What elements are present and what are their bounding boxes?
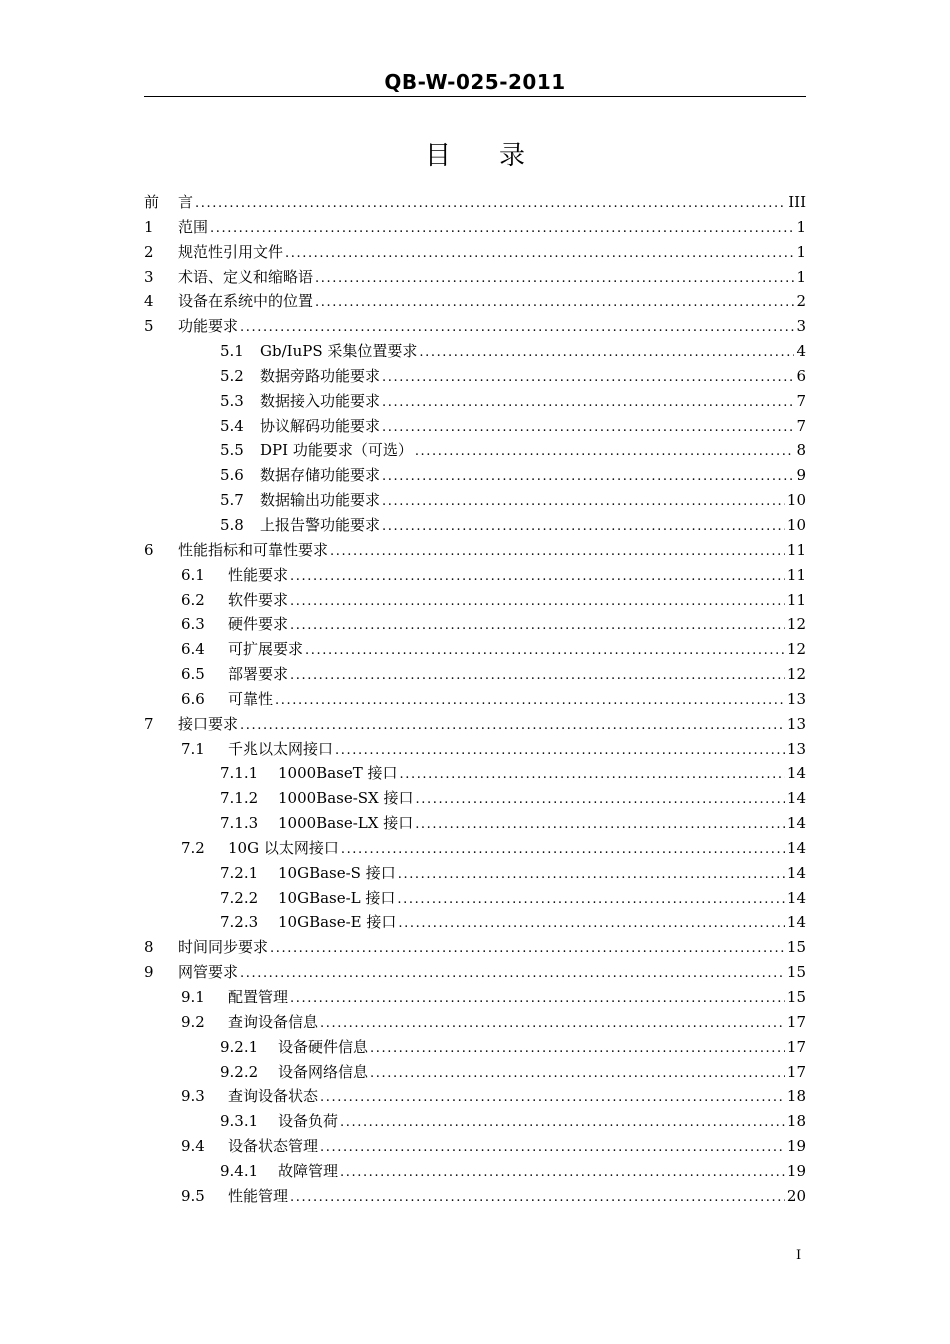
toc-entry[interactable] <box>144 836 806 861</box>
toc-leader-dots <box>335 739 785 764</box>
toc-entry-title: 1000BaseT 接口 <box>278 764 398 783</box>
toc-entry-number: 前 <box>144 193 160 211</box>
toc-entry-number: 7.1 <box>181 739 205 758</box>
toc-entry-page: 14 <box>786 863 806 882</box>
toc-entry-number: 5.5 <box>220 441 244 460</box>
toc-entry-number: 9.3 <box>181 1087 205 1106</box>
toc-entry[interactable] <box>144 538 806 563</box>
toc-entry-title: 可扩展要求 <box>228 640 304 659</box>
toc-entry[interactable] <box>144 637 806 662</box>
toc-entry-title: 10GBase-S 接口 <box>278 863 396 882</box>
toc-entry-title: 规范性引用文件 <box>178 242 284 261</box>
toc-entry-page: 8 <box>796 441 806 460</box>
toc-leader-dots <box>315 291 794 316</box>
toc-leader-dots <box>382 416 794 441</box>
toc-entry[interactable] <box>144 240 806 265</box>
toc-entry[interactable] <box>144 737 806 762</box>
toc-leader-dots <box>341 838 785 863</box>
toc-entry-number: 8 <box>144 938 154 957</box>
toc-entry-page: 15 <box>786 963 806 982</box>
toc-entry[interactable] <box>144 190 806 215</box>
toc-leader-dots <box>290 565 785 590</box>
toc-entry[interactable] <box>144 761 806 786</box>
toc-entry-number: 7 <box>144 714 154 733</box>
toc-leader-dots <box>382 515 785 540</box>
toc-entry-page: 17 <box>786 1012 806 1031</box>
toc-entry-title: 设备状态管理 <box>228 1137 319 1156</box>
toc-entry[interactable] <box>144 438 806 463</box>
toc-entry-title: 接口要求 <box>178 714 239 733</box>
toc-entry-number: 9.2.1 <box>220 1037 259 1056</box>
toc-entry[interactable] <box>144 588 806 613</box>
toc-entry-title: 设备网络信息 <box>278 1062 369 1081</box>
toc-entry-title: 查询设备信息 <box>228 1012 319 1031</box>
toc-entry[interactable] <box>144 215 806 240</box>
toc-entry-page: 12 <box>786 640 806 659</box>
toc-entry-title: 千兆以太网接口 <box>228 739 334 758</box>
toc-entry-number: 9.4 <box>181 1137 205 1156</box>
toc-entry-title: 软件要求 <box>228 590 289 609</box>
toc-entry-page: 14 <box>786 888 806 907</box>
toc-leader-dots <box>415 813 785 838</box>
toc-entry[interactable] <box>144 1134 806 1159</box>
toc-entry[interactable] <box>144 786 806 811</box>
toc-entry-page: 15 <box>786 938 806 957</box>
toc-entry-number: 5.6 <box>220 466 244 485</box>
toc-entry-number: 5.4 <box>220 416 244 435</box>
toc-entry-title: 网管要求 <box>178 963 239 982</box>
toc-entry-title: 1000Base-SX 接口 <box>278 789 414 808</box>
toc-entry-page: 17 <box>786 1062 806 1081</box>
toc-entry-title: 时间同步要求 <box>178 938 269 957</box>
toc-leader-dots <box>382 391 794 416</box>
toc-leader-dots <box>340 1111 785 1136</box>
toc-entry-title: 数据旁路功能要求 <box>260 366 381 385</box>
toc-entry-title: 部署要求 <box>228 665 289 684</box>
toc-entry-number: 9.5 <box>181 1186 205 1205</box>
toc-leader-dots <box>419 341 794 366</box>
toc-entry-number: 5.2 <box>220 366 244 385</box>
toc-entry-title: 设备负荷 <box>278 1112 339 1131</box>
toc-entry-number: 9.2 <box>181 1012 205 1031</box>
toc-leader-dots <box>315 267 794 292</box>
toc-entry-number: 1 <box>144 217 154 236</box>
toc-leader-dots <box>370 1062 785 1087</box>
toc-entry-page: 13 <box>786 739 806 758</box>
toc-entry-number: 7.2.2 <box>220 888 259 907</box>
toc-entry-page: 14 <box>786 764 806 783</box>
toc-entry[interactable] <box>144 389 806 414</box>
toc-entry-number: 6 <box>144 540 154 559</box>
toc-leader-dots <box>382 465 794 490</box>
toc-entry-title: 数据输出功能要求 <box>260 491 381 510</box>
toc-entry[interactable] <box>144 811 806 836</box>
toc-entry[interactable] <box>144 265 806 290</box>
toc-entry-page: 7 <box>796 391 806 410</box>
toc-leader-dots <box>320 1086 785 1111</box>
toc-entry-title: 可靠性 <box>228 689 274 708</box>
toc-entry[interactable] <box>144 960 806 985</box>
toc-entry-title: 10GBase-E 接口 <box>278 913 397 932</box>
toc-entry-page: 11 <box>786 540 806 559</box>
toc-leader-dots <box>340 1161 785 1186</box>
toc-title-left: 目 <box>424 141 451 171</box>
toc-entry-number: 5.1 <box>220 342 244 361</box>
toc-entry-page: 14 <box>786 789 806 808</box>
toc-entry-page: 4 <box>796 342 806 361</box>
toc-entry-number: 5 <box>144 317 154 336</box>
toc-entry-page: 18 <box>786 1112 806 1131</box>
toc-entry-page: 2 <box>796 292 806 311</box>
toc-entry-title: 性能管理 <box>228 1186 289 1205</box>
toc-entry-title: 设备硬件信息 <box>278 1037 369 1056</box>
toc-entry-title: 性能要求 <box>228 565 289 584</box>
toc-entry-number: 4 <box>144 292 154 311</box>
toc-entry-title: 硬件要求 <box>228 615 289 634</box>
toc-entry[interactable] <box>144 488 806 513</box>
toc-entry[interactable] <box>144 563 806 588</box>
toc-entry-page: 6 <box>796 366 806 385</box>
toc-entry-page: 10 <box>786 515 806 534</box>
toc-leader-dots <box>305 639 785 664</box>
toc-leader-dots <box>416 788 785 813</box>
toc-leader-dots <box>285 242 794 267</box>
toc-entry-number: 7.1.2 <box>220 789 259 808</box>
toc-entry-title: 查询设备状态 <box>228 1087 319 1106</box>
toc-entry-page: 1 <box>796 217 806 236</box>
toc-entry-title: 数据存储功能要求 <box>260 466 381 485</box>
toc-entry[interactable] <box>144 414 806 439</box>
toc-entry[interactable] <box>144 935 806 960</box>
toc-entry[interactable] <box>144 712 806 737</box>
toc-entry[interactable] <box>144 314 806 339</box>
toc-entry-title: 性能指标和可靠性要求 <box>178 540 329 559</box>
toc-entry[interactable] <box>144 289 806 314</box>
toc-leader-dots <box>382 366 794 391</box>
toc-entry-page: 19 <box>786 1137 806 1156</box>
toc-entry-number: 2 <box>144 242 154 261</box>
toc-entry[interactable] <box>144 662 806 687</box>
toc-title-right: 录 <box>499 141 526 171</box>
toc-entry-page: 12 <box>786 615 806 634</box>
toc-entry-page: 18 <box>786 1087 806 1106</box>
toc-entry-number: 9.1 <box>181 988 205 1006</box>
toc-entry-title: DPI 功能要求（可选） <box>260 441 413 460</box>
toc-entry-title: 上报告警功能要求 <box>260 515 381 534</box>
toc-entry-number: 6.6 <box>181 689 205 708</box>
toc-leader-dots <box>290 1186 785 1211</box>
toc-entry-page: 1 <box>796 242 806 261</box>
toc-entry-page: 1 <box>796 267 806 286</box>
toc-entry-page: 14 <box>786 913 806 932</box>
toc-entry-number: 3 <box>144 267 154 286</box>
toc-entry-page: 11 <box>786 590 806 609</box>
toc-leader-dots <box>195 192 786 217</box>
toc-entry-page: 9 <box>796 466 806 485</box>
toc-entry-page: 14 <box>786 814 806 833</box>
toc-leader-dots <box>240 316 794 341</box>
toc-entry-page: 15 <box>786 988 806 1006</box>
toc-entry-page: III <box>788 193 806 211</box>
toc-entry-title: 配置管理 <box>228 988 289 1006</box>
toc-entry-number: 9.3.1 <box>220 1112 259 1131</box>
toc-entry-page: 11 <box>786 565 806 584</box>
toc-entry-number: 5.8 <box>220 515 244 534</box>
toc-entry-page: 10 <box>786 491 806 510</box>
toc-entry-title: 10G 以太网接口 <box>228 838 339 857</box>
toc-entry-title: Gb/IuPS 采集位置要求 <box>260 342 418 361</box>
toc-entry[interactable] <box>144 687 806 712</box>
toc-entry-page: 14 <box>786 838 806 857</box>
toc-entry-number: 5.3 <box>220 391 244 410</box>
toc-leader-dots <box>240 962 785 987</box>
toc-leader-dots <box>240 714 785 739</box>
toc-entry-number: 7.2 <box>181 838 205 857</box>
toc-entry-number: 7.1.3 <box>220 814 259 833</box>
toc-entry[interactable] <box>144 364 806 389</box>
toc-leader-dots <box>210 217 794 242</box>
toc-entry-title: 言 <box>178 193 194 211</box>
toc-leader-dots <box>290 664 785 689</box>
toc-entry-title: 协议解码功能要求 <box>260 416 381 435</box>
toc-entry-page: 7 <box>796 416 806 435</box>
toc-entry-page: 13 <box>786 689 806 708</box>
toc-entry-number: 7.2.1 <box>220 863 259 882</box>
toc-entry-title: 故障管理 <box>278 1161 339 1180</box>
toc-leader-dots <box>398 912 785 937</box>
toc-leader-dots <box>400 763 785 788</box>
toc-entry-page: 12 <box>786 665 806 684</box>
toc-entry[interactable] <box>144 513 806 538</box>
toc-entry[interactable] <box>144 861 806 886</box>
toc-entry[interactable] <box>144 612 806 637</box>
toc-entry[interactable] <box>144 463 806 488</box>
toc-leader-dots <box>397 888 784 913</box>
toc-entry-number: 6.4 <box>181 640 205 659</box>
toc-leader-dots <box>320 1012 785 1037</box>
toc-leader-dots <box>270 937 785 962</box>
toc-entry-title: 范围 <box>178 217 209 236</box>
toc-entry-number: 5.7 <box>220 491 244 510</box>
toc-entry-title: 功能要求 <box>178 317 239 336</box>
toc-entry-number: 7.1.1 <box>220 764 259 783</box>
toc-entry-number: 7.2.3 <box>220 913 259 932</box>
toc-entry[interactable] <box>144 985 806 1010</box>
toc-entry-number: 9.4.1 <box>220 1161 259 1180</box>
toc-entry[interactable] <box>144 1109 806 1134</box>
toc-entry[interactable] <box>144 1035 806 1060</box>
toc-entry-page: 3 <box>796 317 806 336</box>
document-code: QB-W-025-2011 <box>384 70 566 94</box>
toc-leader-dots <box>370 1037 785 1062</box>
toc-entry[interactable] <box>144 886 806 911</box>
toc-entry-page: 19 <box>786 1161 806 1180</box>
toc-leader-dots <box>275 689 785 714</box>
toc-entry-page: 20 <box>786 1186 806 1205</box>
toc-leader-dots <box>290 614 785 639</box>
toc-entry[interactable] <box>144 1159 806 1184</box>
toc-entry[interactable] <box>144 339 806 364</box>
toc-entry-page: 17 <box>786 1037 806 1056</box>
toc-entry-page: 13 <box>786 714 806 733</box>
toc-entry-number: 6.3 <box>181 615 205 634</box>
header-rule <box>144 96 806 97</box>
toc-leader-dots <box>382 490 785 515</box>
toc-entry-number: 9.2.2 <box>220 1062 259 1081</box>
toc-entry-number: 6.5 <box>181 665 205 684</box>
toc-entry-number: 6.1 <box>181 565 205 584</box>
toc-entry-number: 6.2 <box>181 590 205 609</box>
toc-leader-dots <box>290 590 785 615</box>
toc-entry-title: 术语、定义和缩略语 <box>178 267 314 286</box>
toc-entry-title: 1000Base-LX 接口 <box>278 814 414 833</box>
toc-entry-title: 设备在系统中的位置 <box>178 292 314 311</box>
toc-leader-dots <box>415 440 795 465</box>
toc-entry-title: 10GBase-L 接口 <box>278 888 396 907</box>
toc-leader-dots <box>290 987 785 1012</box>
toc-leader-dots <box>398 863 785 888</box>
toc-entry[interactable] <box>144 1084 806 1109</box>
page-number: I <box>796 1248 802 1263</box>
toc-leader-dots <box>330 540 785 565</box>
toc-entry[interactable] <box>144 1060 806 1085</box>
toc-entry[interactable] <box>144 910 806 935</box>
toc-entry-title: 数据接入功能要求 <box>260 391 381 410</box>
toc-entry[interactable] <box>144 1010 806 1035</box>
toc-entry[interactable] <box>144 1184 806 1209</box>
toc-leader-dots <box>320 1136 785 1161</box>
table-of-contents <box>144 190 806 1209</box>
toc-entry-number: 9 <box>144 963 154 982</box>
toc-title <box>0 135 950 172</box>
